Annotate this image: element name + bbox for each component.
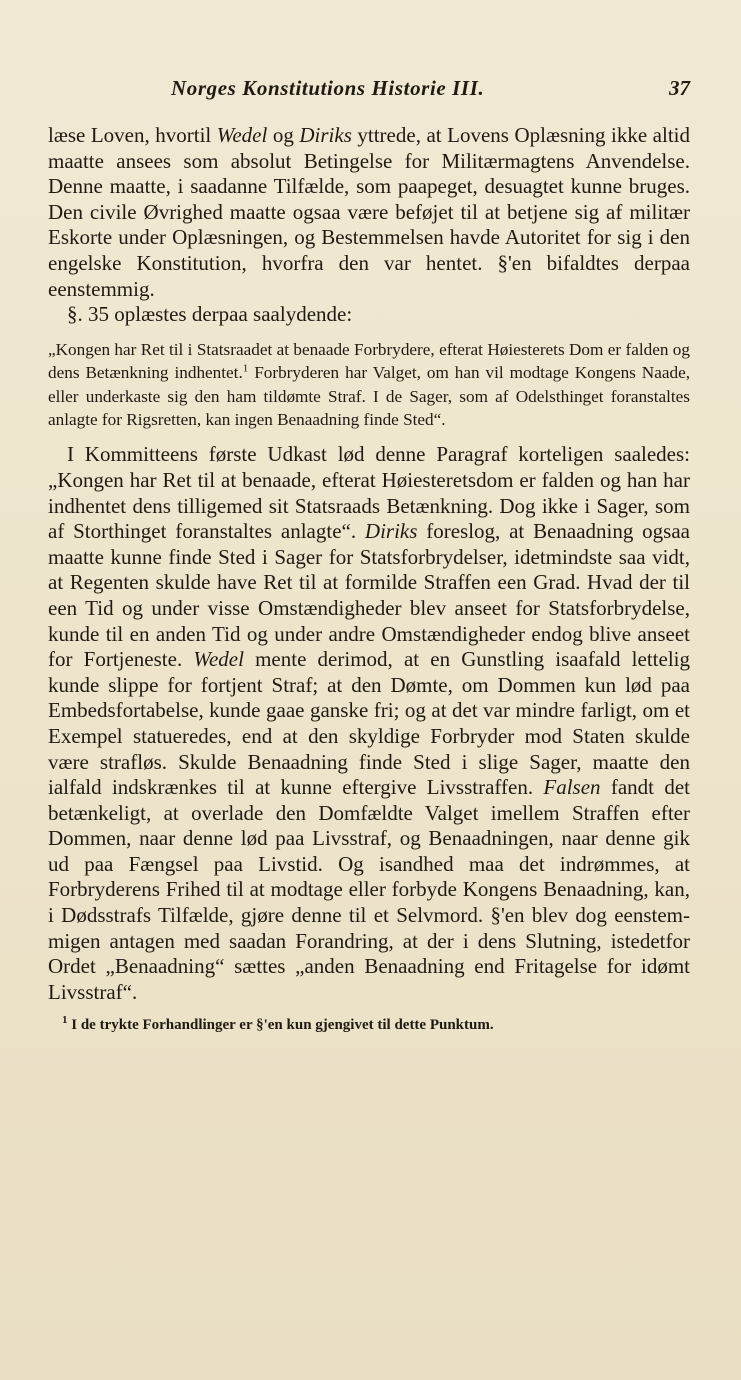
body-text	[48, 123, 690, 1035]
quote-part-b: Forbryderen har Valget, om han vil modtage Kongens Naade, eller underkaste sig den ham tildømte Straf. I de Sager, som af Odelsthinget foranstaltes anlagte for Rigsretten, kan ingen Benaadning finde Sted“.	[48, 363, 690, 429]
paragraph-3-part-a: I Kommitteens første Udkast lød denne Paragraf korteligen saaledes: „Kongen har Ret til at benaade, efterat Høiesteretsdom er falden og han har indhentet dens tilligemed sit Statsraads Betænkning. Dog ikke i Sager, som af Storthinget foranstaltes anlagte“.	[48, 442, 690, 544]
footnote-reference: 1	[242, 362, 249, 375]
paragraph-1-part-a: læse Loven, hvortil	[48, 123, 217, 147]
header-title: Norges Konstitutions Historie III.	[171, 76, 485, 100]
quoted-article	[48, 338, 690, 432]
name-diriks: Diriks	[299, 123, 352, 147]
paragraph-3-part-d: fandt det betænkeligt, at overlade den Domfældte Valget imellem Straffen efter Dommen, naar denne lød paa Livsstraf, og Benaadningen, naar denne gik ud paa Fængsel paa Livstid. Og isandhed maa det indrømmes, at Forbryderens Frihed til at modtage eller forbyde Kongens Benaadning, kan, i Dødsstrafs Tilfælde, gjøre denne til et Selvmord. §'en blev dog eenstemmigen antagen med saadan Forandring, at der i dens Slutning, istedetfor Ordet „Benaadning“ sættes „anden Benaadning end Fritagelse for idømt Livsstraf“.	[48, 775, 690, 1004]
paragraph-2: §. 35 oplæstes derpaa saalydende:	[67, 302, 353, 327]
paragraph-3	[48, 442, 690, 1005]
name-diriks: Diriks	[364, 519, 418, 544]
paragraph-3-part-b: foreslog, at Benaadning ogsaa maatte kunne finde Sted i Sager for Statsforbrydelser, idetmindste saa vidt, at Regenten skulde have Ret til at formilde Straffen een Grad. Hvad der til een Tid og under visse Omstændigheder blev anseet for Statsforbrydelse, kunde til en anden Tid og under andre Omstændigheder endog blive anseet for Fortjeneste.	[48, 519, 690, 672]
footnote-mark: 1	[62, 1014, 68, 1027]
paragraph-1-part-b: og	[267, 123, 300, 147]
quote-part-a: „Kongen har Ret til i Statsraadet at benaade Forbrydere, efterat Høiesterets Dom er falden og dens Betænkning indhentet.	[48, 339, 690, 383]
page-number: 37	[669, 76, 690, 100]
paragraph-3-part-c: mente derimod, at en Gunstling isaafald lettelig kunde slippe for fortjent Straf; at den Dømte, om Dommen kun lød paa Embedsfortabelse, kunde gaae ganske fri; og at det var mindre farligt, om et Exempel statueredes, end at den skyldige Forbryder mod Staten skulde være strafløs. Skulde Benaadning finde Sted i slige Sager, maatte den ialfald indskrænkes til at kunne eftergive Livsstraffen.	[48, 647, 690, 800]
name-wedel: Wedel	[193, 647, 244, 672]
paragraph-1-part-c: yttrede, at Lovens Oplæsning ikke altid maatte ansees som absolut Betingelse for Militærmagtens Anvendelse. Denne maatte, i saadanne Tilfælde, som paapeget, desuagtet kunne bruges. Den civile Øvrighed maatte ogsaa være beføjet til at betjene sig af militær Eskorte under Oplæsningen, og Bestemmelsen havde Autoritet for sig i den engelske Konstitution, hvorfra den var hentet. §'en bifaldtes derpaa eenstemmig.	[48, 123, 691, 301]
paragraph-1	[48, 123, 690, 302]
running-header	[48, 76, 690, 110]
footnote	[62, 1015, 690, 1035]
footnote-text: I de trykte Forhandlinger er §'en kun gjengivet til dette Punktum.	[67, 1017, 494, 1034]
name-wedel: Wedel	[216, 123, 268, 147]
name-falsen: Falsen	[543, 775, 601, 800]
